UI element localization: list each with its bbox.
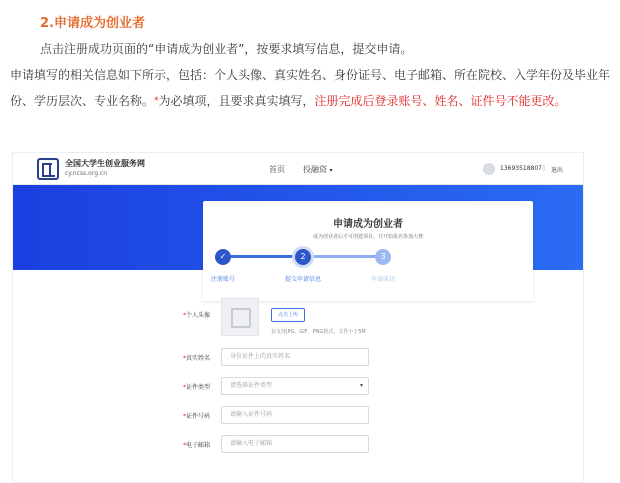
id-number-input[interactable]: 请输入证件号码: [221, 406, 369, 424]
apply-card: [203, 201, 533, 301]
progress-line-done: [223, 255, 293, 258]
avatar-label: [183, 310, 210, 319]
nav-finance[interactable]: [303, 164, 333, 175]
user-avatar[interactable]: [483, 163, 495, 175]
step-1-label: 注册账号: [210, 276, 235, 283]
logout-link[interactable]: 退出: [551, 167, 564, 174]
requirements-mid: 为必填项，且要求真实填写，: [158, 94, 315, 108]
step-3-indicator: 3: [375, 249, 391, 265]
required-mark: *: [183, 384, 186, 391]
id-type-select[interactable]: [221, 377, 369, 395]
id-type-placeholder: 请选择证件类型: [230, 382, 273, 389]
chevron-down-icon: ▾: [329, 167, 333, 174]
user-phone: 13693518807: [500, 165, 542, 172]
step-2-indicator: 2: [295, 249, 311, 265]
upload-hint: 仅支持JPG、GIF、PNG格式，文件小于5M: [271, 329, 366, 335]
required-mark: *: [183, 413, 186, 420]
email-input[interactable]: 请输入电子邮箱: [221, 435, 369, 453]
warning-text: 注册完成后登录账号、姓名、证件号不能更改。: [314, 94, 567, 108]
required-mark: *: [183, 442, 186, 449]
upload-button[interactable]: 点击上传: [271, 308, 305, 322]
site-name: 全国大学生创业服务网: [65, 159, 145, 168]
required-mark: *: [183, 312, 186, 319]
avatar-label-text: 个人头像: [186, 312, 211, 319]
requirements-paragraph: [10, 62, 610, 114]
real-name-label-text: 真实姓名: [186, 355, 211, 362]
embedded-screenshot: [12, 152, 584, 483]
site-header: [13, 153, 583, 185]
nav-finance-label: 投融资: [303, 165, 327, 174]
id-type-label-text: 证件类型: [186, 384, 211, 391]
email-label-text: 电子邮箱: [186, 442, 211, 449]
apply-card-subtitle: 成为创业者后才可创建项目，并开始报名参加大赛: [312, 234, 423, 240]
real-name-input[interactable]: 身份证件上的真实姓名: [221, 348, 369, 366]
section-heading: 2.申请成为创业者: [40, 16, 145, 31]
header-separator: |: [543, 165, 546, 172]
site-url: cy.ncss.org.cn: [65, 170, 108, 177]
required-star: *: [154, 96, 159, 106]
requirements-text: 申请填写的相关信息如下所示，包括：个人头像、真实姓名、身份证号、电子邮箱、所在院校、入学年份及毕业年份、学历层次、专业名称。: [10, 68, 611, 108]
id-number-label: [183, 411, 210, 420]
real-name-label: [183, 353, 210, 362]
id-type-label: [183, 382, 210, 391]
apply-card-title: 申请成为创业者: [333, 219, 403, 230]
intro-paragraph: 点击注册成功页面的“申请成为创业者”，按要求填写信息，提交申请。: [40, 42, 413, 56]
avatar-preview: [221, 298, 259, 336]
caret-down-icon: ▾: [359, 382, 363, 389]
id-number-label-text: 证件号码: [186, 413, 211, 420]
progress-line-pending: [303, 255, 379, 258]
step-2-label: 提交申请信息: [284, 276, 321, 283]
site-logo-icon[interactable]: [37, 158, 59, 180]
step-1-check-icon: ✓: [215, 249, 231, 265]
avatar-placeholder-icon: [231, 308, 251, 328]
email-label: [183, 440, 210, 449]
step-3-label: 申请成功: [370, 276, 395, 283]
required-mark: *: [183, 355, 186, 362]
nav-home[interactable]: 首页: [269, 165, 285, 174]
